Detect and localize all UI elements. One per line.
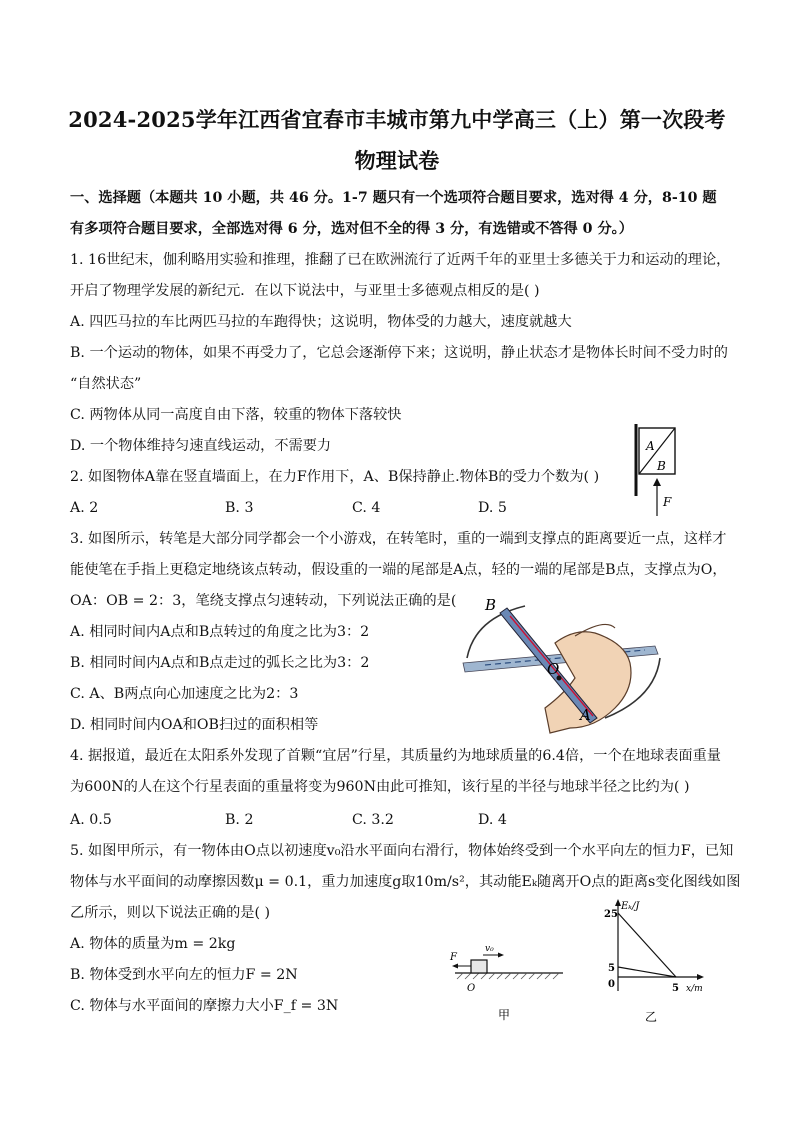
q2-figure bbox=[622, 420, 682, 520]
q4-stem-line2: 为600N的人在这个行星表面的重量将变为960N由此可推知，该行星的半径与地球半径之比约为( ) bbox=[70, 779, 690, 795]
q2-label-f: F bbox=[663, 495, 672, 509]
q1-option-b: B. 一个运动的物体，如果不再受力了，它总会逐渐停下来；这说明，静止状态才是物体长时间不受力时的 bbox=[70, 345, 728, 361]
q3-label-b: B bbox=[485, 596, 497, 614]
q4-option-d: D. 4 bbox=[478, 812, 507, 828]
q5-stem-line1: 5. 如图甲所示，有一物体由O点以初速度v₀沿水平面向右滑行，物体始终受到一个水平向左的恒力F，已知 bbox=[70, 843, 734, 859]
q5-yi-y-label: Eₖ/J bbox=[621, 901, 640, 912]
q3-pen-figure bbox=[455, 588, 670, 736]
q3-stem-line2: 能使笔在手指上更稳定地绕该点转动，假设重的一端的尾部是A点，轻的一端的尾部是B点，支撑点为O， bbox=[70, 562, 727, 578]
q1-option-b-cont: “自然状态” bbox=[70, 376, 142, 392]
q2-option-a: A. 2 bbox=[70, 500, 99, 516]
q3-label-a: A bbox=[580, 706, 591, 724]
q1-option-a: A. 四匹马拉的车比两匹马拉的车跑得快；这说明，物体受的力越大，速度就越大 bbox=[70, 314, 572, 330]
paper-subject: 物理试卷 bbox=[354, 148, 440, 173]
q1-stem-line2: 开启了物理学发展的新纪元．在以下说法中，与亚里士多德观点相反的是( ) bbox=[70, 283, 540, 299]
q2-stem: 2. 如图物体A靠在竖直墙面上，在力F作用下，A、B保持静止.物体B的受力个数为( ) bbox=[70, 469, 600, 485]
q5-yi-tick-0: 0 bbox=[608, 979, 615, 990]
q5-stem-line3: 乙所示，则以下说法正确的是( ) bbox=[70, 905, 271, 921]
q5-figure-yi bbox=[590, 895, 720, 1025]
q5-jia-label-o: O bbox=[467, 983, 476, 994]
q1-stem-line1: 1. 16世纪末，伽利略用实验和推理，推翻了已在欧洲流行了近两千年的亚里士多德关于力和运动的理论， bbox=[70, 252, 731, 268]
section-heading-line1: 一、选择题（本题共 10 小题，共 46 分。1-7 题只有一个选项符合题目要求，选对得 4 分，8-10 题 bbox=[70, 190, 717, 206]
q5-option-a: A. 物体的质量为m = 2kg bbox=[70, 936, 236, 952]
q5-jia-caption: 甲 bbox=[498, 1008, 511, 1022]
q1-option-d: D. 一个物体维持匀速直线运动，不需要力 bbox=[70, 438, 332, 454]
q1-option-c: C. 两物体从同一高度自由下落，较重的物体下落较快 bbox=[70, 407, 402, 423]
q5-jia-label-v0: v₀ bbox=[485, 944, 494, 954]
q5-yi-x-label: x/m bbox=[686, 984, 703, 994]
q4-option-b: B. 2 bbox=[225, 812, 254, 828]
q2-option-c: C. 4 bbox=[352, 500, 381, 516]
q2-label-b: B bbox=[657, 459, 666, 473]
q3-stem-line3: OA：OB = 2：3，笔绕支撑点匀速转动，下列说法正确的是( bbox=[70, 593, 457, 609]
section-heading-line2: 有多项符合题目要求，全部选对得 6 分，选对但不全的得 3 分，有选错或不答得 0 分。） bbox=[70, 221, 633, 237]
q3-option-b: B. 相同时间内A点和B点走过的弧长之比为3：2 bbox=[70, 655, 370, 671]
q2-label-a: A bbox=[646, 439, 655, 453]
q5-yi-tick-25: 25 bbox=[604, 909, 618, 920]
q5-option-b: B. 物体受到水平向左的恒力F = 2N bbox=[70, 967, 298, 983]
q3-option-d: D. 相同时间内OA和OB扫过的面积相等 bbox=[70, 717, 319, 733]
paper-title: 2024-2025学年江西省宜春市丰城市第九中学高三（上）第一次段考 bbox=[68, 107, 726, 132]
q5-yi-tick-5: 5 bbox=[608, 963, 615, 974]
q5-stem-line2: 物体与水平面间的动摩擦因数μ = 0.1，重力加速度g取10m/s²，其动能Eₖ随离开O点的距离s变化图线如图 bbox=[70, 874, 741, 890]
q2-option-b: B. 3 bbox=[225, 500, 254, 516]
q5-yi-tick-x5: 5 bbox=[672, 983, 679, 994]
q3-label-o: O bbox=[547, 660, 560, 678]
q4-stem-line1: 4. 据报道，最近在太阳系外发现了首颗“宜居”行星，其质量约为地球质量的6.4倍，一个在地球表面重量 bbox=[70, 748, 721, 764]
q5-jia-label-f: F bbox=[450, 952, 457, 963]
q5-figure-jia bbox=[445, 935, 570, 1025]
q4-option-c: C. 3.2 bbox=[352, 812, 394, 828]
q5-yi-caption: 乙 bbox=[645, 1010, 658, 1024]
q3-option-c: C. A、B两点向心加速度之比为2：3 bbox=[70, 686, 299, 702]
q4-option-a: A. 0.5 bbox=[70, 812, 112, 828]
q3-stem-line1: 3. 如图所示，转笔是大部分同学都会一个小游戏，在转笔时，重的一端到支撑点的距离要近一点，这样才 bbox=[70, 531, 727, 547]
q3-option-a: A. 相同时间内A点和B点转过的角度之比为3：2 bbox=[70, 624, 370, 640]
q5-option-c: C. 物体与水平面间的摩擦力大小F_f = 3N bbox=[70, 998, 339, 1014]
q2-option-d: D. 5 bbox=[478, 500, 507, 516]
